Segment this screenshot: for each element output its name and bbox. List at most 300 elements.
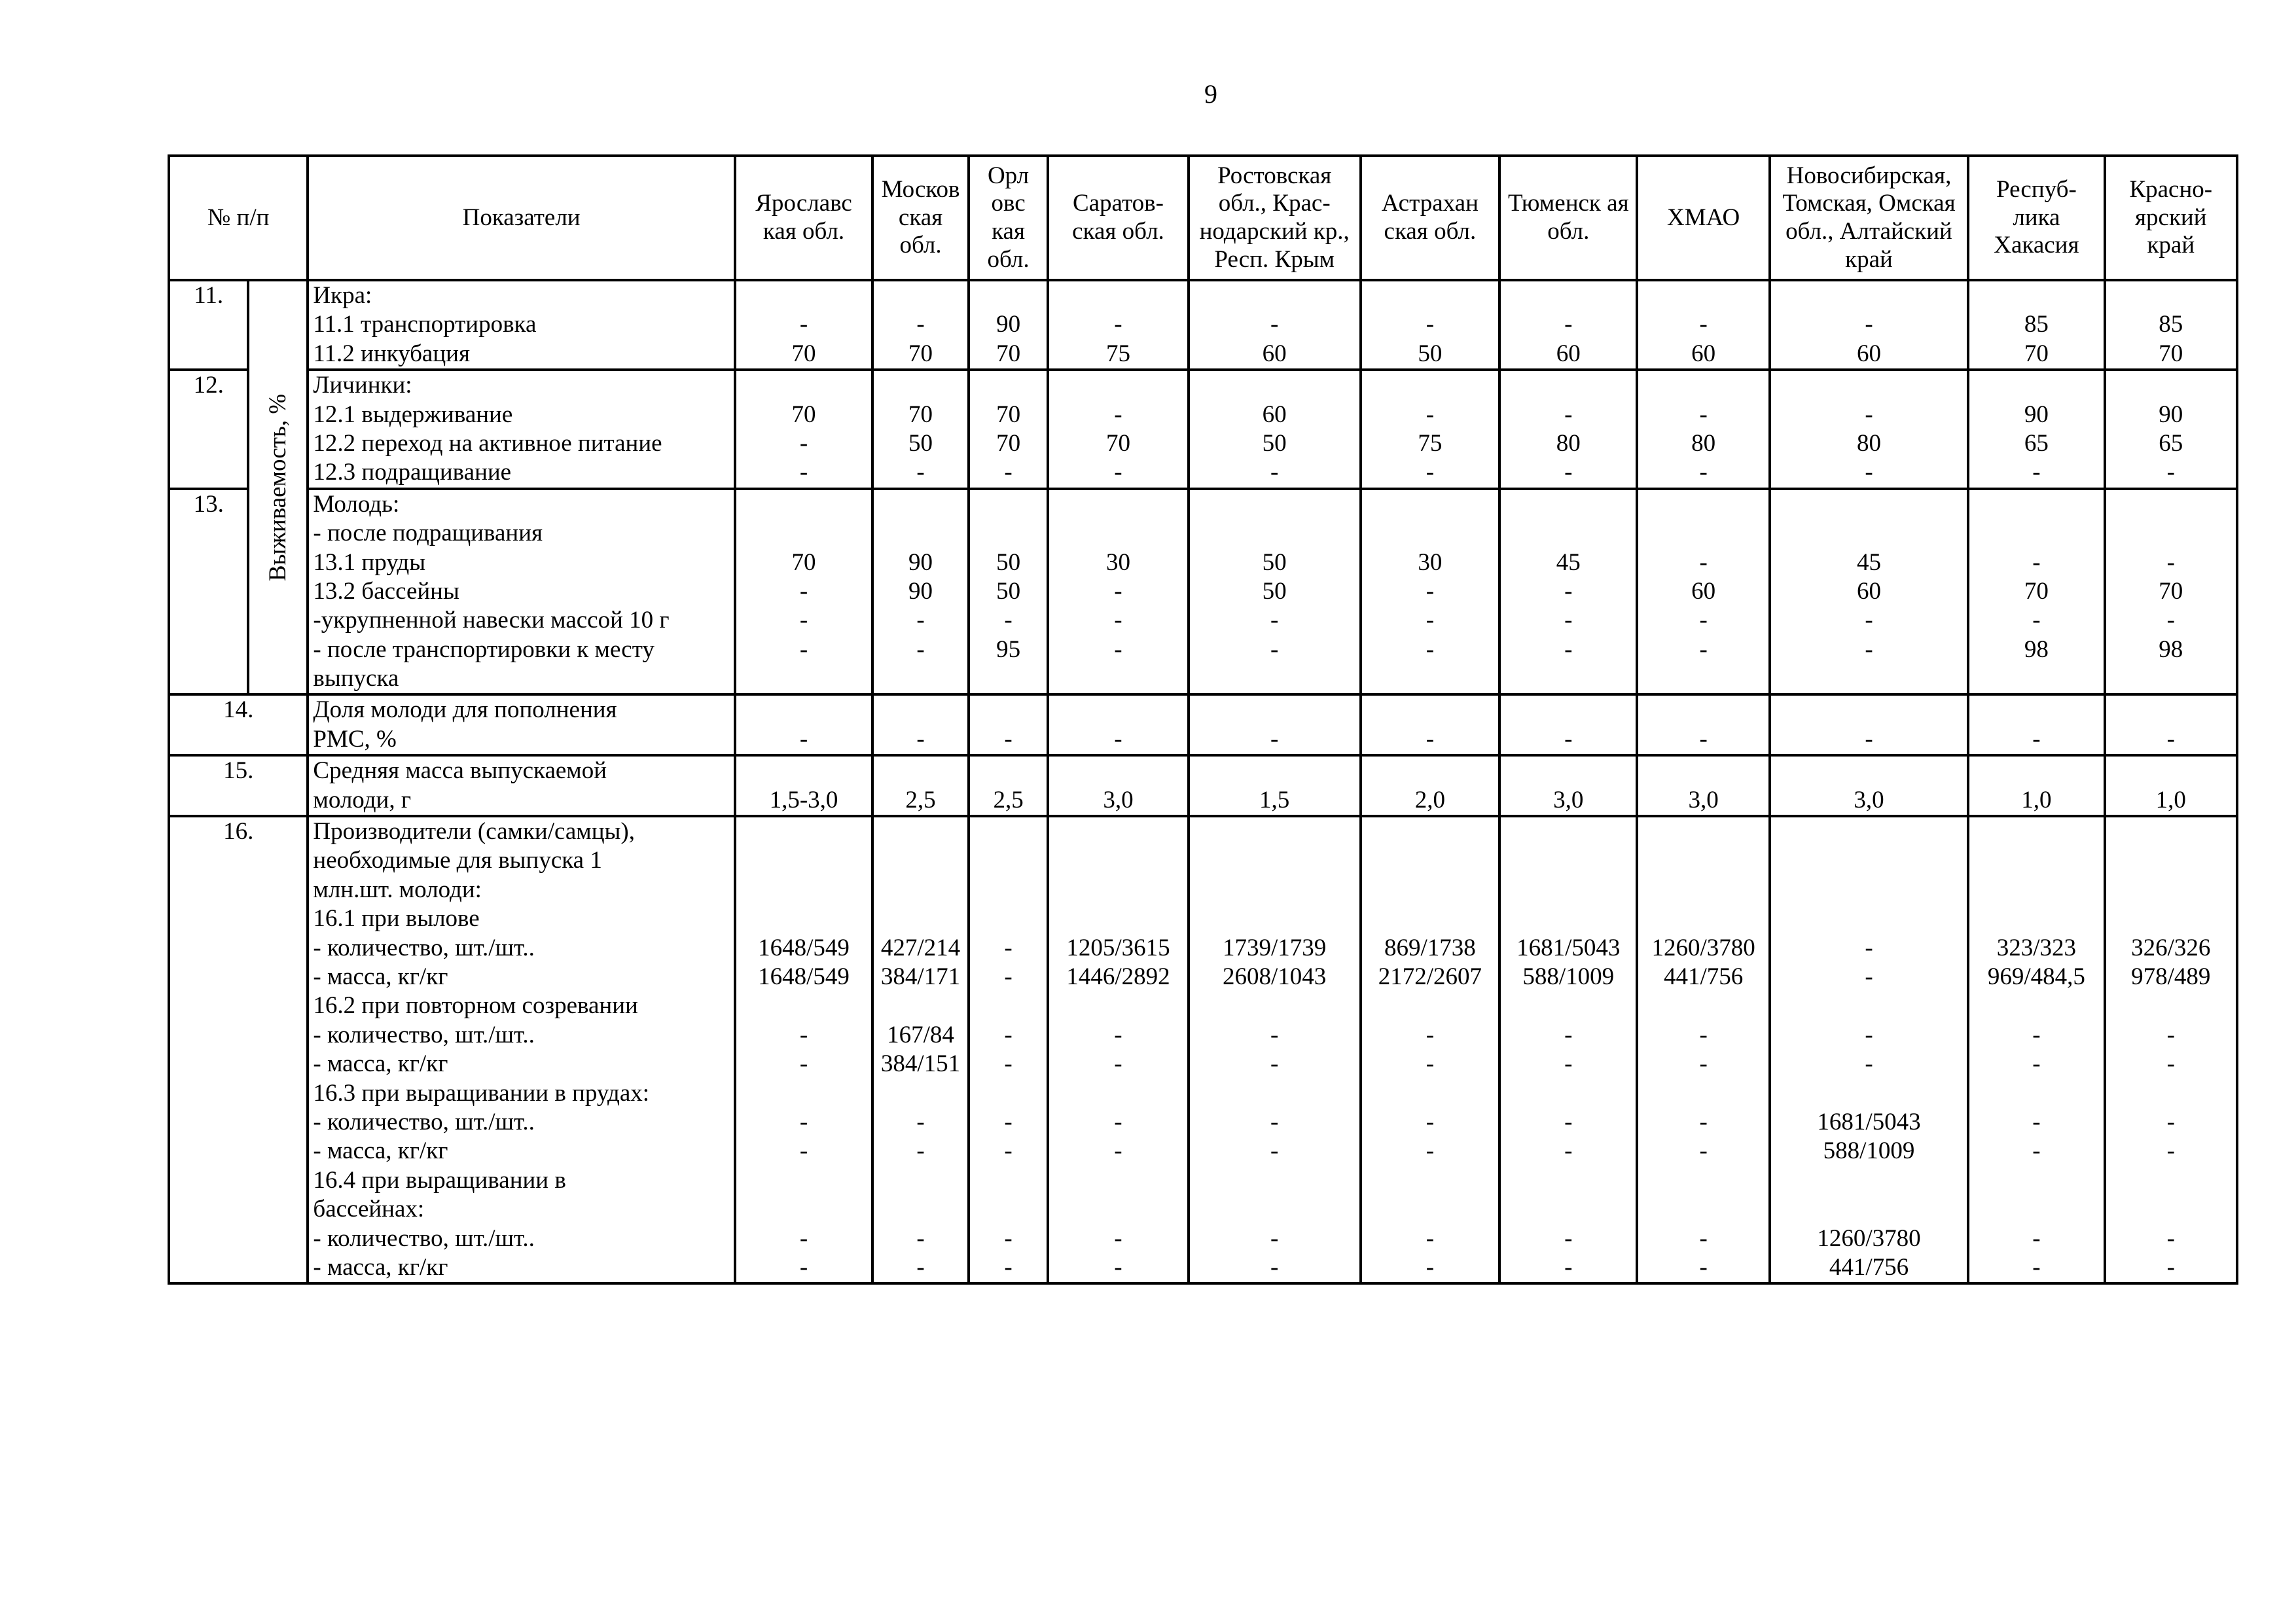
value-line	[878, 1166, 963, 1195]
row-number: 15.	[169, 755, 308, 816]
value-line	[1775, 757, 1963, 785]
value-line	[1973, 991, 2099, 1020]
value-line	[1053, 371, 1183, 400]
value-line: -	[799, 1224, 808, 1252]
value-line: 70	[791, 401, 816, 428]
value-cell	[735, 280, 872, 370]
value-line: -	[2032, 1050, 2041, 1078]
value-line	[1642, 696, 1764, 724]
value-line: 441/756	[1829, 1253, 1909, 1281]
value-line: -	[1004, 607, 1013, 634]
value-line: -	[1426, 1137, 1435, 1165]
value-line: -	[1004, 1050, 1013, 1078]
value-line	[1642, 904, 1764, 933]
value-line	[2110, 519, 2232, 548]
value-line	[1053, 757, 1183, 785]
value-line: -	[2166, 548, 2175, 576]
value-line	[1973, 519, 2099, 548]
row-number: 12.	[169, 370, 248, 489]
value-line: -	[799, 1253, 808, 1281]
value-line: -	[1114, 725, 1122, 753]
value-line: -	[1699, 1137, 1708, 1165]
value-line: -	[1004, 1108, 1013, 1135]
value-line	[1366, 1166, 1494, 1195]
value-line: -	[1270, 607, 1279, 634]
value-line: 1739/1739	[1223, 934, 1327, 961]
value-line	[1775, 1195, 1963, 1224]
value-line	[1642, 876, 1764, 904]
value-line	[1194, 991, 1355, 1020]
value-line: -	[1270, 635, 1279, 663]
indicator-line: - масса, кг/кг	[313, 1050, 448, 1078]
value-line	[1366, 696, 1494, 724]
value-line: 1205/3615	[1066, 934, 1170, 961]
row-number: 14.	[169, 694, 308, 755]
value-line: -	[1699, 401, 1708, 428]
value-cell	[969, 816, 1048, 1283]
value-line: 1260/3780	[1651, 934, 1755, 961]
indicator-line: Личинки:	[313, 372, 412, 399]
table-body	[169, 280, 2237, 1283]
value-line: -	[1114, 607, 1122, 634]
value-line	[1053, 1195, 1183, 1224]
value-line	[740, 817, 867, 846]
value-line	[1642, 371, 1764, 400]
indicator-line: - количество, шт./шт..	[313, 1021, 535, 1048]
page-number: 9	[1204, 79, 1217, 109]
value-cell	[1770, 489, 1968, 695]
value-line	[1366, 519, 1494, 548]
value-line: -	[1564, 1137, 1573, 1165]
value-line	[974, 1166, 1043, 1195]
value-line: 869/1738	[1384, 934, 1476, 961]
value-line	[974, 519, 1043, 548]
value-line	[1053, 846, 1183, 875]
value-line: -	[1426, 1021, 1435, 1048]
value-cell	[1499, 370, 1637, 489]
indicator-cell	[308, 489, 734, 695]
value-line	[1366, 664, 1494, 693]
value-cell	[1770, 694, 1968, 755]
indicator-line: - количество, шт./шт..	[313, 1224, 535, 1252]
value-line: 2,5	[905, 786, 936, 813]
value-line: -	[1564, 635, 1573, 663]
value-line	[1775, 1079, 1963, 1108]
value-line	[1775, 1166, 1963, 1195]
value-line: -	[1865, 459, 1873, 486]
value-cell	[1361, 694, 1499, 755]
value-line: -	[1270, 311, 1279, 338]
value-line: -	[1426, 607, 1435, 634]
value-line: -	[2032, 1137, 2041, 1165]
header-region: Саратов- ская обл.	[1048, 156, 1188, 280]
value-line	[740, 757, 867, 785]
value-line: 98	[2159, 635, 2183, 663]
value-line: -	[1004, 934, 1013, 961]
value-line: 70	[2024, 577, 2049, 605]
value-line: 45	[1856, 548, 1881, 576]
value-line	[2110, 817, 2232, 846]
value-line	[878, 490, 963, 519]
value-line: -	[799, 725, 808, 753]
value-line	[1194, 817, 1355, 846]
value-line: -	[2166, 1253, 2175, 1281]
value-line	[1366, 1079, 1494, 1108]
value-line	[974, 490, 1043, 519]
value-line: 90	[908, 577, 933, 605]
value-cell	[1189, 370, 1361, 489]
value-cell	[1637, 280, 1769, 370]
value-line: -	[1426, 725, 1435, 753]
value-line: 3,0	[1553, 786, 1584, 813]
value-line	[1194, 757, 1355, 785]
header-region: Астрахан ская обл.	[1361, 156, 1499, 280]
value-cell	[2105, 816, 2237, 1283]
value-line: -	[2166, 1108, 2175, 1135]
value-line: 1681/5043	[1516, 934, 1621, 961]
value-cell	[1189, 755, 1361, 816]
indicator-line: Производители (самки/самцы),	[313, 818, 635, 846]
value-line	[1973, 846, 2099, 875]
value-line: 70	[996, 429, 1021, 457]
value-line	[1505, 817, 1632, 846]
value-line: 70	[996, 401, 1021, 428]
value-line: 90	[2159, 401, 2183, 428]
value-line	[974, 904, 1043, 933]
value-line	[878, 757, 963, 785]
value-line	[1505, 1079, 1632, 1108]
value-line	[2110, 696, 2232, 724]
value-line	[1366, 904, 1494, 933]
value-cell	[1770, 755, 1968, 816]
value-line	[878, 519, 963, 548]
value-line: -	[1426, 459, 1435, 486]
value-line: -	[799, 311, 808, 338]
value-cell	[1361, 280, 1499, 370]
value-line: -	[1564, 577, 1573, 605]
value-line	[740, 846, 867, 875]
value-line	[974, 846, 1043, 875]
value-line: -	[1699, 548, 1708, 576]
table-row	[169, 694, 2237, 755]
indicator-cell	[308, 816, 734, 1283]
value-line: 427/214	[880, 934, 961, 961]
value-line	[1973, 490, 2099, 519]
value-line: 384/171	[880, 963, 961, 990]
table-row	[169, 370, 2237, 489]
value-line	[1973, 817, 2099, 846]
value-line: 441/756	[1663, 963, 1744, 990]
value-line	[1505, 991, 1632, 1020]
value-cell	[1499, 694, 1637, 755]
value-line	[2110, 876, 2232, 904]
value-line: -	[799, 1137, 808, 1165]
indicator-line: 12.3 подращивание	[313, 459, 512, 486]
value-line	[1775, 817, 1963, 846]
value-line	[974, 876, 1043, 904]
value-line	[1775, 904, 1963, 933]
value-line	[878, 876, 963, 904]
table-row	[169, 489, 2237, 695]
header-region: Москов ская обл.	[872, 156, 969, 280]
value-line	[974, 991, 1043, 1020]
value-cell	[1499, 489, 1637, 695]
value-line: -	[1564, 1021, 1573, 1048]
value-line	[1505, 904, 1632, 933]
value-line: -	[1865, 311, 1873, 338]
header-no: № п/п	[169, 156, 308, 280]
value-cell	[735, 816, 872, 1283]
value-line	[1366, 876, 1494, 904]
value-line: -	[1865, 401, 1873, 428]
value-line: 1446/2892	[1066, 963, 1170, 990]
value-line: -	[916, 607, 925, 634]
value-line	[1053, 1079, 1183, 1108]
value-line	[1053, 490, 1183, 519]
value-cell	[1189, 280, 1361, 370]
value-line: 167/84	[887, 1021, 954, 1048]
value-line: 95	[996, 635, 1021, 663]
value-cell	[1361, 370, 1499, 489]
value-line: -	[799, 1021, 808, 1048]
value-line	[1194, 696, 1355, 724]
value-cell	[1048, 489, 1188, 695]
value-cell	[1048, 694, 1188, 755]
indicator-line: 16.4 при выращивании в	[313, 1166, 566, 1194]
table-row	[169, 280, 2237, 370]
value-line: 85	[2159, 311, 2183, 338]
value-line: 90	[908, 548, 933, 576]
value-line: -	[1699, 635, 1708, 663]
value-cell	[1770, 370, 1968, 489]
value-line: -	[916, 459, 925, 486]
value-line: 90	[996, 311, 1021, 338]
value-line	[1642, 519, 1764, 548]
value-line: 45	[1556, 548, 1581, 576]
indicator-line: РМС, %	[313, 725, 397, 753]
value-line	[2110, 904, 2232, 933]
value-line: -	[799, 1108, 808, 1135]
value-line: -	[1564, 401, 1573, 428]
value-line: -	[1270, 1253, 1279, 1281]
value-line: -	[1564, 607, 1573, 634]
value-line: -	[1114, 1108, 1122, 1135]
row-number: 16.	[169, 816, 308, 1283]
value-line	[1366, 371, 1494, 400]
indicator-cell	[308, 370, 734, 489]
value-line: -	[799, 577, 808, 605]
value-cell	[2105, 694, 2237, 755]
value-line	[740, 904, 867, 933]
value-line: 1260/3780	[1817, 1224, 1921, 1252]
value-line: -	[916, 725, 925, 753]
value-cell	[1189, 694, 1361, 755]
value-line: -	[2032, 548, 2041, 576]
value-line: 75	[1418, 429, 1443, 457]
value-cell	[969, 489, 1048, 695]
value-line	[2110, 1079, 2232, 1108]
value-cell	[2105, 280, 2237, 370]
value-line: 60	[1691, 577, 1716, 605]
value-line	[2110, 281, 2232, 310]
value-line: -	[1699, 1108, 1708, 1135]
value-line	[1775, 490, 1963, 519]
value-line	[878, 846, 963, 875]
value-line	[1642, 757, 1764, 785]
value-line: -	[1004, 725, 1013, 753]
value-line	[1642, 281, 1764, 310]
value-line	[740, 519, 867, 548]
indicator-line: выпуска	[313, 665, 399, 692]
value-cell	[735, 489, 872, 695]
value-cell	[1048, 755, 1188, 816]
value-line	[1194, 876, 1355, 904]
indicator-line: 13.1 пруды	[313, 548, 426, 576]
value-cell	[872, 280, 969, 370]
value-line	[1505, 757, 1632, 785]
value-line: -	[2166, 1050, 2175, 1078]
value-line	[1194, 904, 1355, 933]
value-line: -	[1426, 577, 1435, 605]
value-line: 70	[996, 340, 1021, 367]
value-line	[878, 371, 963, 400]
value-line: -	[1564, 459, 1573, 486]
value-line	[1973, 696, 2099, 724]
value-line: -	[1426, 1050, 1435, 1078]
value-line: -	[1270, 1050, 1279, 1078]
value-line: 1648/549	[758, 934, 850, 961]
value-line: -	[2032, 725, 2041, 753]
value-line: -	[1114, 459, 1122, 486]
value-line	[974, 817, 1043, 846]
value-line: -	[1699, 311, 1708, 338]
value-line	[1366, 1195, 1494, 1224]
value-line: -	[1865, 635, 1873, 663]
value-line	[1775, 846, 1963, 875]
value-line: 326/326	[2131, 934, 2211, 961]
value-line	[1505, 371, 1632, 400]
header-region: ХМАО	[1637, 156, 1769, 280]
value-line: -	[2166, 607, 2175, 634]
value-line: -	[2166, 1021, 2175, 1048]
value-line	[1053, 696, 1183, 724]
value-line: -	[1004, 1224, 1013, 1252]
value-line: -	[1004, 1021, 1013, 1048]
value-line: -	[799, 607, 808, 634]
value-line: 588/1009	[1522, 963, 1615, 990]
value-cell	[872, 816, 969, 1283]
value-line	[1505, 846, 1632, 875]
value-line	[2110, 1166, 2232, 1195]
indicator-line: -укрупненной навески массой 10 г	[313, 607, 670, 634]
value-line: 30	[1418, 548, 1443, 576]
value-line: -	[2032, 1108, 2041, 1135]
value-cell	[1048, 370, 1188, 489]
value-line: 80	[1556, 429, 1581, 457]
value-line: -	[799, 1050, 808, 1078]
value-line: 90	[2024, 401, 2049, 428]
value-cell	[1189, 489, 1361, 695]
value-cell	[969, 755, 1048, 816]
value-line: -	[1865, 607, 1873, 634]
value-line	[878, 1079, 963, 1108]
value-line	[2110, 664, 2232, 693]
value-line: -	[1114, 577, 1122, 605]
value-cell	[2105, 755, 2237, 816]
value-line	[974, 757, 1043, 785]
value-line	[1505, 281, 1632, 310]
value-line: -	[1114, 1253, 1122, 1281]
value-line	[1366, 490, 1494, 519]
value-line: -	[2166, 459, 2175, 486]
value-line: -	[1004, 963, 1013, 990]
row-number: 13.	[169, 489, 248, 695]
value-cell	[1637, 694, 1769, 755]
value-cell	[1637, 489, 1769, 695]
value-line: 1648/549	[758, 963, 850, 990]
value-cell	[1968, 816, 2104, 1283]
value-line	[1053, 281, 1183, 310]
value-line	[1642, 1166, 1764, 1195]
indicator-cell	[308, 280, 734, 370]
indicator-line: млн.шт. молоди:	[313, 876, 482, 903]
value-line: -	[1114, 401, 1122, 428]
value-line: 3,0	[1854, 786, 1884, 813]
value-line	[974, 1079, 1043, 1108]
value-line: -	[1114, 635, 1122, 663]
indicator-line: Доля молоди для пополнения	[313, 696, 617, 724]
value-line	[1642, 1079, 1764, 1108]
value-line: 75	[1105, 340, 1130, 367]
value-line: -	[1699, 607, 1708, 634]
value-line	[1366, 281, 1494, 310]
value-line: 98	[2024, 635, 2049, 663]
value-line	[1642, 664, 1764, 693]
value-line	[878, 281, 963, 310]
value-line	[1642, 991, 1764, 1020]
value-line: -	[1004, 459, 1013, 486]
value-line: -	[2166, 1137, 2175, 1165]
header-region: Ярославс кая обл.	[735, 156, 872, 280]
value-cell	[1770, 816, 1968, 1283]
value-line: 60	[1856, 340, 1881, 367]
value-line	[1194, 1166, 1355, 1195]
value-cell	[1361, 816, 1499, 1283]
value-line	[1505, 876, 1632, 904]
value-line: 1681/5043	[1817, 1108, 1921, 1135]
value-line: -	[916, 311, 925, 338]
value-line: 70	[791, 340, 816, 367]
value-line: 969/484,5	[1987, 963, 2085, 990]
value-cell	[1499, 280, 1637, 370]
value-line: -	[1564, 1224, 1573, 1252]
value-line: -	[1865, 725, 1873, 753]
value-line	[1775, 281, 1963, 310]
value-cell	[969, 370, 1048, 489]
indicator-line: 11.1 транспортировка	[313, 311, 537, 338]
row-number: 11.	[169, 280, 248, 370]
value-line	[1194, 519, 1355, 548]
value-cell	[735, 755, 872, 816]
value-line	[1775, 696, 1963, 724]
value-line	[1775, 991, 1963, 1020]
value-line	[1973, 1195, 2099, 1224]
value-line: 60	[1262, 340, 1287, 367]
value-line: 1,5-3,0	[769, 786, 838, 813]
value-line	[1053, 664, 1183, 693]
value-line: -	[1865, 1021, 1873, 1048]
value-line: 50	[1262, 577, 1287, 605]
